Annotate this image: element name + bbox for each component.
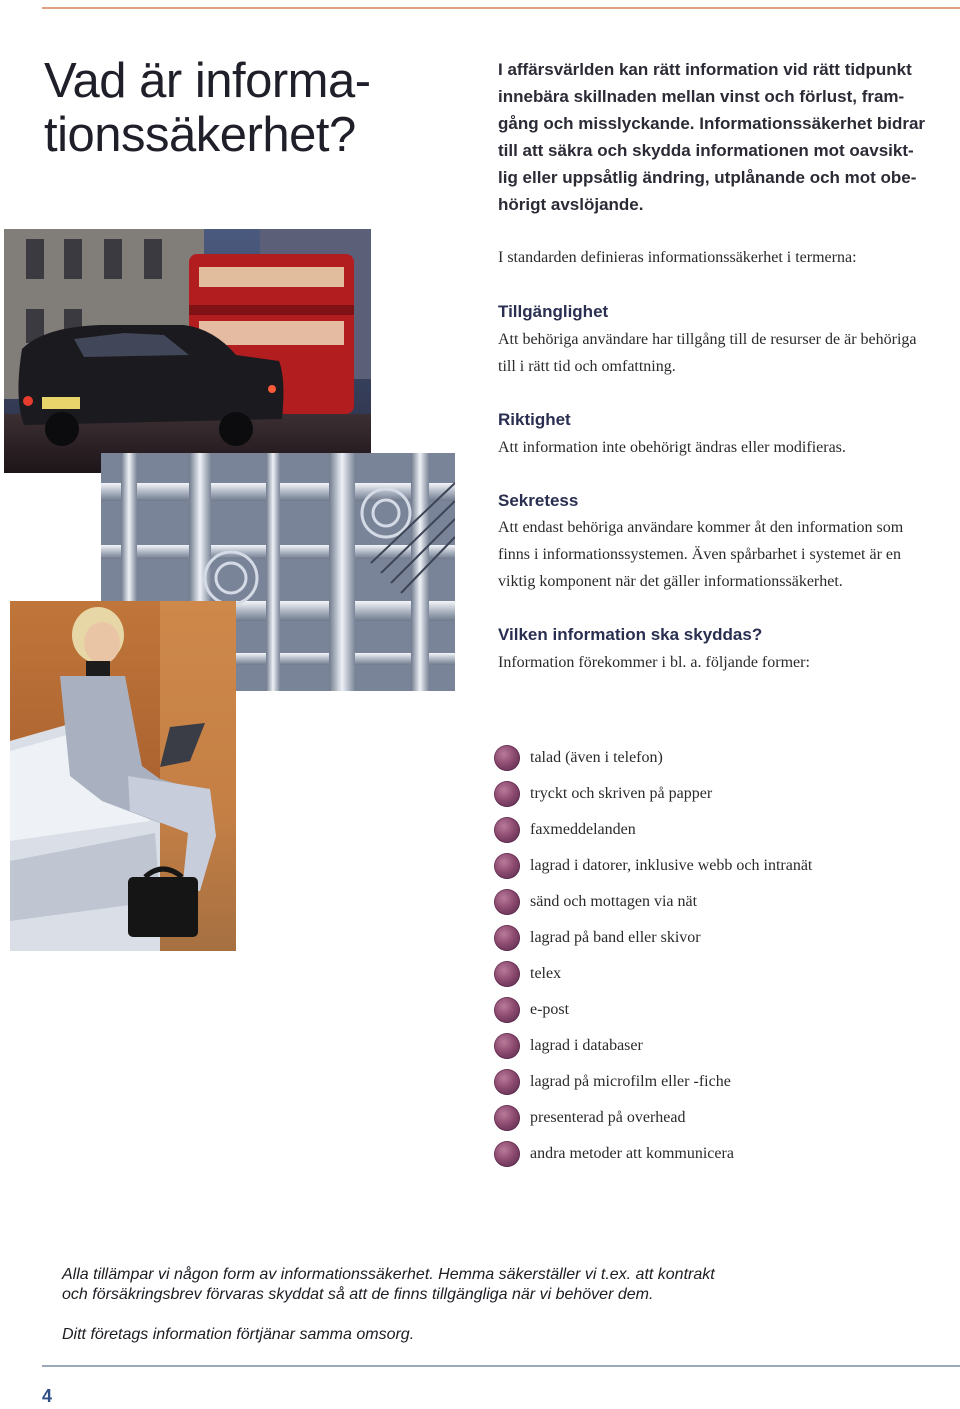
bullet-icon (494, 997, 520, 1023)
heading-riktighet: Riktighet (498, 410, 571, 429)
street-photo (4, 229, 371, 473)
page-title-line: Vad är informa- (44, 54, 371, 108)
bottom-rule (42, 1365, 960, 1367)
intro-line: lig eller uppsåtlig ändring, utplånande och mot obe- (498, 168, 917, 187)
page-title-line: tionssäkerhet? (44, 108, 356, 162)
bullet-icon (494, 781, 520, 807)
bullet-icon (494, 925, 520, 951)
list-item-label: lagrad på microfilm eller -fiche (530, 1073, 731, 1090)
standard-intro-text: I standarden definieras informationssäkerhet i termerna: (498, 249, 857, 266)
bullet-icon (494, 889, 520, 915)
bullet-icon (494, 1069, 520, 1095)
bullet-icon (494, 961, 520, 987)
bullet-icon (494, 1033, 520, 1059)
footer-note (62, 1265, 715, 1305)
intro-line: gång och misslyckande. Informationssäkerhet bidrar (498, 114, 926, 133)
bullet-icon (494, 745, 520, 771)
sekretess-line: finns i informationssystemen. Även spårbarhet i systemet är en (498, 546, 902, 563)
riktighet-text (498, 434, 953, 461)
riktighet-line: Att information inte obehörigt ändras eller modifieras. (498, 439, 846, 456)
tillganglighet-line: till i rätt tid och omfattning. (498, 358, 676, 375)
woman-with-laptop-photo (10, 601, 236, 951)
sekretess-line: viktig komponent när det gäller informationssäkerhet. (498, 573, 843, 590)
list-item-label: talad (även i telefon) (530, 749, 663, 766)
bullet-icon (494, 1105, 520, 1131)
intro-line: till att säkra och skydda informationen mot oavsikt- (498, 141, 914, 160)
footer-note-line: Alla tillämpar vi någon form av informationssäkerhet. Hemma säkerställer vi t.ex. att kontrakt (62, 1266, 715, 1283)
list-item-label: sänd och mottagen via nät (530, 893, 698, 910)
bullet-icon (494, 853, 520, 879)
intro-line: hörigt avslöjande. (498, 195, 644, 214)
list-item-label: telex (530, 965, 562, 982)
list-item-label: lagrad i databaser (530, 1037, 643, 1054)
list-item-label: faxmeddelanden (530, 821, 636, 838)
list-item-label: e-post (530, 1001, 570, 1018)
page-title (44, 54, 404, 162)
top-rule (42, 7, 960, 9)
footer-note-line: och försäkringsbrev förvaras skyddat så att de finns tillgängliga när vi behöver dem. (62, 1286, 654, 1303)
page-number: 4 (42, 1386, 53, 1406)
sekretess-text (498, 514, 953, 595)
list-item-label: presenterad på overhead (530, 1109, 686, 1126)
list-item-label: tryckt och skriven på papper (530, 785, 713, 802)
intro-line: innebära skillnaden mellan vinst och förlust, fram- (498, 87, 905, 106)
heading-tillganglighet: Tillgänglighet (498, 302, 609, 321)
vilken-information-line: Information förekommer i bl. a. följande former: (498, 654, 810, 671)
tillganglighet-text (498, 326, 953, 380)
heading-vilken-information: Vilken information ska skyddas? (498, 625, 763, 644)
vilken-information-text (498, 649, 953, 676)
heading-sekretess: Sekretess (498, 491, 579, 510)
list-item-label: lagrad i datorer, inklusive webb och intranät (530, 857, 813, 874)
intro-paragraph (498, 56, 953, 218)
bullet-icon (494, 1141, 520, 1167)
tillganglighet-line: Att behöriga användare har tillgång till de resurser de är behöriga (498, 331, 917, 348)
intro-line: I affärsvärlden kan rätt information vid rätt tidpunkt (498, 60, 912, 79)
list-item-label: lagrad på band eller skivor (530, 929, 701, 946)
bullet-icon (494, 817, 520, 843)
list-item-label: andra metoder att kommunicera (530, 1145, 734, 1162)
sekretess-line: Att endast behöriga användare kommer åt den information som (498, 519, 904, 536)
footer-closing: Ditt företags information förtjänar samma omsorg. (62, 1326, 415, 1343)
